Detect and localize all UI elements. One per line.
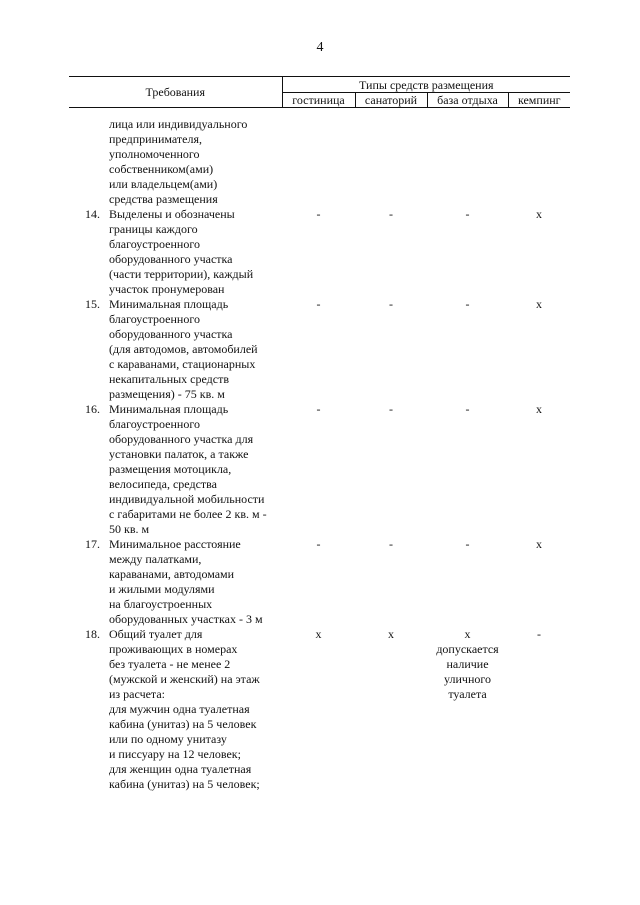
mark-line: - (465, 297, 470, 311)
mark-hotel (282, 402, 355, 537)
requirement-line: караванами, автодомами (109, 567, 235, 581)
requirement-line: с караванами, стационарных (109, 357, 256, 371)
requirement-line: для мужчин одна туалетная (109, 702, 250, 716)
table-row (69, 297, 570, 402)
mark-recreation-base (427, 207, 508, 297)
mark-line: x (315, 627, 322, 641)
mark-line: - (537, 627, 542, 641)
requirement-line: благоустроенного (109, 312, 200, 326)
mark-hotel (282, 537, 355, 627)
mark-line: x (536, 402, 543, 416)
mark-sanatorium (355, 537, 427, 627)
mark-line: - (389, 402, 394, 416)
mark-line: - (465, 207, 470, 221)
row-number: 15. (85, 297, 100, 311)
requirement-line: размещения) - 75 кв. м (109, 387, 225, 401)
requirement-line: с габаритами не более 2 кв. м - (109, 507, 267, 521)
mark-camping (508, 207, 570, 297)
mark-recreation-base (427, 297, 508, 402)
requirement-line: размещения мотоцикла, (109, 462, 232, 476)
requirement-line: лица или индивидуального (109, 117, 248, 131)
requirement-line: установки палаток, а также (109, 447, 249, 461)
row-number: 14. (85, 207, 100, 221)
mark-line: x (536, 297, 543, 311)
row-number: 17. (85, 537, 100, 551)
requirement-line: без туалета - не менее 2 (109, 657, 231, 671)
requirement-line: проживающих в номерах (109, 642, 238, 656)
requirement-line: или по одному унитазу (109, 732, 227, 746)
requirement-line: уполномоченного (109, 147, 200, 161)
page-number: 4 (316, 40, 324, 55)
mark-hotel (282, 297, 355, 402)
header-col-camping: кемпинг (508, 93, 570, 108)
requirement-line: (мужской и женский) на этаж (109, 672, 260, 686)
mark-camping (508, 402, 570, 537)
requirement-line: и писсуару на 12 человек; (109, 747, 241, 761)
requirement-line: индивидуальной мобильности (109, 492, 265, 506)
requirement-line: некапитальных средств (109, 372, 230, 386)
header-col-recreation-base: база отдыха (427, 93, 508, 108)
header-col-sanatorium: санаторий (355, 93, 427, 108)
requirement-text (107, 117, 282, 207)
mark-sanatorium (355, 402, 427, 537)
table-row (69, 207, 570, 297)
mark-recreation-base (427, 537, 508, 627)
mark-line: уличного (444, 672, 491, 686)
requirement-line: между палатками, (109, 552, 202, 566)
mark-line: - (316, 297, 321, 311)
requirement-line: средства размещения (109, 192, 218, 206)
requirement-line: оборудованного участка (109, 327, 233, 341)
mark-hotel (282, 627, 355, 792)
mark-camping (508, 627, 570, 792)
mark-camping (508, 537, 570, 627)
row-number: 18. (85, 627, 100, 641)
mark-sanatorium (355, 627, 427, 792)
mark-line: - (389, 297, 394, 311)
requirement-line: для женщин одна туалетная (109, 762, 252, 776)
requirement-line: кабина (унитаз) на 5 человек; (109, 777, 260, 791)
mark-sanatorium (355, 117, 427, 207)
header-requirements: Требования (69, 77, 282, 108)
requirement-line: предпринимателя, (109, 132, 202, 146)
row-number: 16. (85, 402, 100, 416)
requirement-line: благоустроенного (109, 237, 200, 251)
requirement-line: оборудованных участках - 3 м (109, 612, 263, 626)
requirement-text (107, 402, 282, 537)
mark-sanatorium (355, 297, 427, 402)
mark-line: наличие (446, 657, 489, 671)
requirement-line: границы каждого (109, 222, 198, 236)
mark-recreation-base (427, 402, 508, 537)
table-spacer (69, 108, 570, 118)
mark-line: - (389, 207, 394, 221)
mark-line: x (536, 207, 543, 221)
requirements-table (69, 76, 570, 792)
mark-line: - (316, 537, 321, 551)
header-col-hotel: гостиница (282, 93, 355, 108)
requirement-line: велосипеда, средства (109, 477, 217, 491)
mark-camping (508, 117, 570, 207)
requirement-line: Минимальное расстояние (109, 537, 241, 551)
mark-camping (508, 297, 570, 402)
mark-line: туалета (448, 687, 487, 701)
mark-sanatorium (355, 207, 427, 297)
requirement-line: Минимальная площадь (109, 402, 229, 416)
requirement-line: (части территории), каждый (109, 267, 254, 281)
row-number (69, 117, 107, 207)
requirement-text (107, 537, 282, 627)
mark-line: - (389, 537, 394, 551)
requirement-line: или владельцем(ами) (109, 177, 218, 191)
requirement-line: 50 кв. м (109, 522, 150, 536)
header-accommodation-types: Типы средств размещения (282, 77, 570, 93)
mark-line: x (388, 627, 395, 641)
requirement-line: (для автодомов, автомобилей (109, 342, 258, 356)
requirement-text (107, 627, 282, 792)
requirement-line: и жилыми модулями (109, 582, 215, 596)
mark-line: - (465, 402, 470, 416)
table-row (69, 627, 570, 792)
mark-line: x (464, 627, 471, 641)
mark-line: допускается (436, 642, 499, 656)
requirement-line: собственником(ами) (109, 162, 214, 176)
mark-line: - (316, 207, 321, 221)
requirement-text (107, 297, 282, 402)
mark-line: - (316, 402, 321, 416)
requirement-line: оборудованного участка (109, 252, 233, 266)
requirement-line: из расчета: (109, 687, 165, 701)
requirement-text (107, 207, 282, 297)
table-row (69, 537, 570, 627)
requirement-line: Выделены и обозначены (109, 207, 235, 221)
requirement-line: Общий туалет для (109, 627, 203, 641)
table-row (69, 117, 570, 207)
mark-hotel (282, 117, 355, 207)
requirement-line: на благоустроенных (109, 597, 213, 611)
mark-recreation-base (427, 117, 508, 207)
mark-hotel (282, 207, 355, 297)
table-row (69, 402, 570, 537)
requirement-line: благоустроенного (109, 417, 200, 431)
requirement-line: кабина (унитаз) на 5 человек (109, 717, 257, 731)
mark-line: x (536, 537, 543, 551)
mark-recreation-base (427, 627, 508, 792)
requirement-line: участок пронумерован (109, 282, 225, 296)
requirement-line: Минимальная площадь (109, 297, 229, 311)
requirement-line: оборудованного участка для (109, 432, 254, 446)
mark-line: - (465, 537, 470, 551)
